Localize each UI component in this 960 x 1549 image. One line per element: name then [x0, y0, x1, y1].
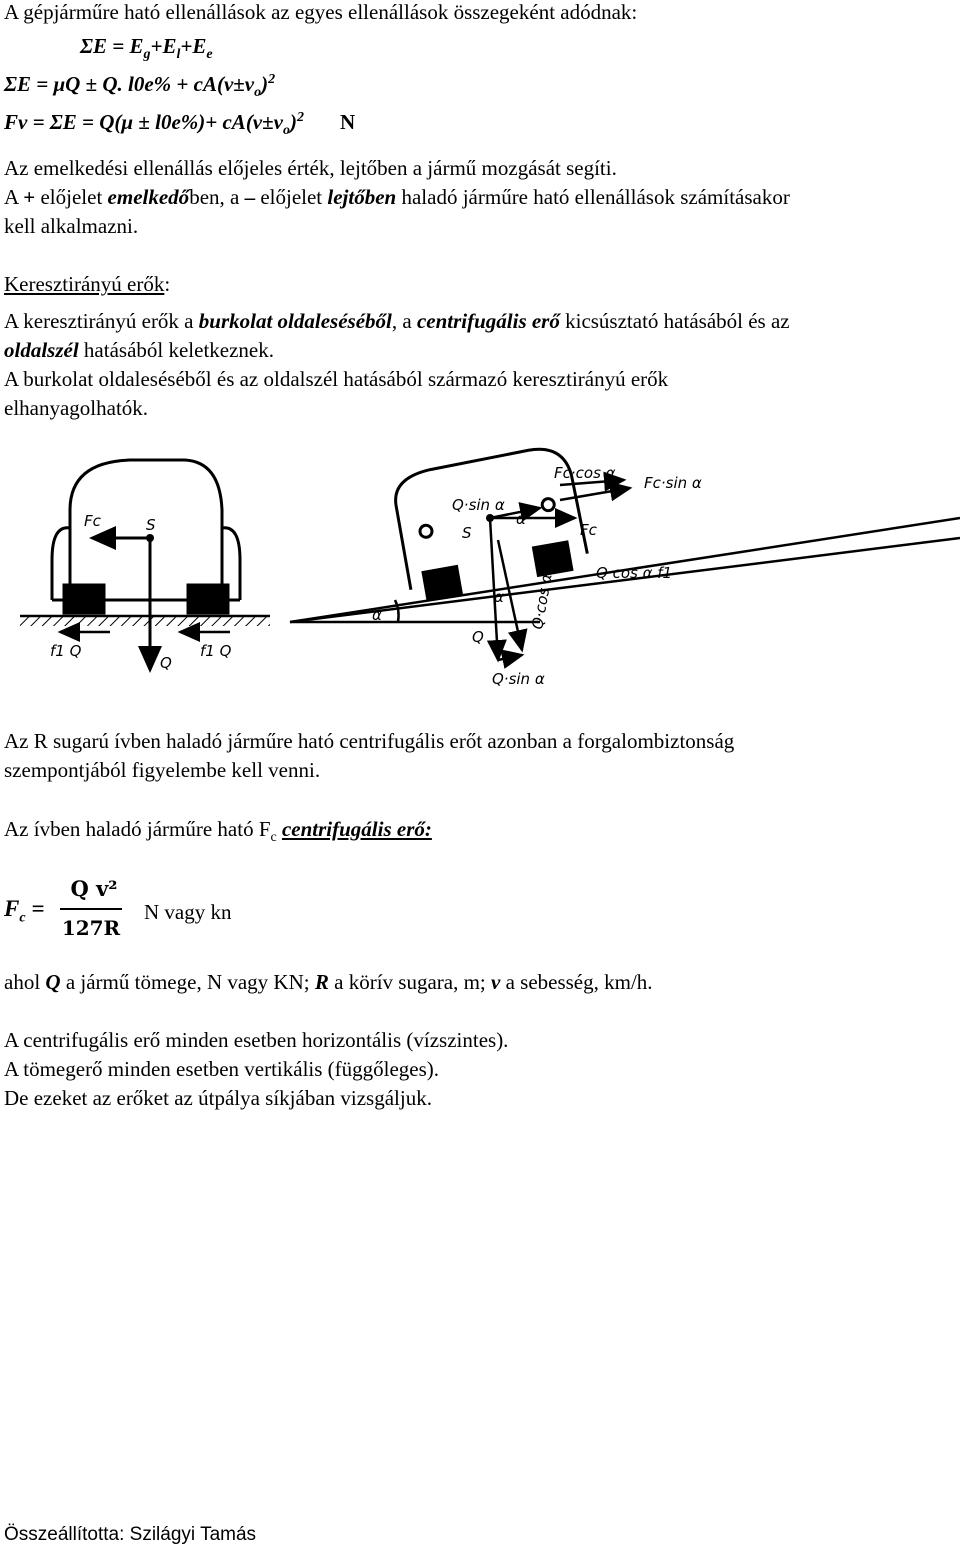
note-sign-text: Az emelkedési ellenállás előjeles érték, lejtőben a jármű mozgását segíti. — [4, 156, 617, 180]
force-diagram — [0, 0, 960, 720]
label-f1q-left: f1 Q — [50, 642, 82, 660]
footer-author: Összeállította: Szilágyi Tamás — [4, 1524, 257, 1545]
equation-sum-resistance: $\Sigma E = E_g+E_l+E_e$ — [80, 34, 213, 63]
label-q-cos: Q·cos α — [528, 571, 556, 631]
lateral-forces-paragraph: A keresztirányú erők a burkolat oldaleséséből, a centrifugális erő kicsúsztató hatásából és az — [4, 309, 790, 333]
center-of-mass-right — [486, 514, 494, 522]
note-sign-usage-end: kell alkalmazni. — [4, 214, 139, 238]
section-heading-lateral-forces: Keresztirányú erők: — [4, 272, 171, 296]
centrifugal-formula — [4, 870, 404, 950]
label-s-right: S — [462, 524, 472, 542]
final-note-1: A centrifugális erő minden esetben horizontális (vízszintes). — [4, 1028, 509, 1052]
label-q-sin-top: Q·sin α — [452, 496, 505, 514]
label-q-cos-f1: Q·cos α f1 — [596, 564, 673, 582]
centrifugal-paragraph-end: szempontjából figyelembe kell venni. — [4, 758, 321, 782]
label-q-right: Q — [472, 628, 484, 646]
note-sign-usage: A + előjelet emelkedőben, a – előjelet lejtőben haladó járműre ható ellenállások számításakor — [4, 185, 790, 209]
final-note-2: A tömegerő minden esetben vertikális (függőleges). — [4, 1057, 440, 1081]
label-alpha-vector: α — [494, 588, 504, 606]
intro-text: A gépjárműre ható ellenállások az egyes ellenállások összegeként adódnak: — [4, 0, 638, 24]
formula-unit: N vagy kn — [144, 900, 232, 924]
variable-definitions: ahol Q a jármű tömege, N vagy KN; R a körív sugara, m; v a sebesség, km/h. — [4, 970, 653, 994]
label-fc-left: Fc — [84, 512, 101, 530]
lateral-forces-negligible-end: elhanyagolhatók. — [4, 396, 149, 420]
formula-numerator: Q v² — [70, 876, 118, 901]
label-fc-cos: Fc·cos α — [554, 464, 616, 482]
lateral-forces-negligible: A burkolat oldaleséséből és az oldalszél hatásából származó keresztirányú erők — [4, 367, 669, 391]
label-fc-sin: Fc·sin α — [644, 474, 702, 492]
centrifugal-intro: Az ívben haladó járműre ható $F_c$ centrifugális erő: — [4, 817, 432, 846]
label-alpha-ground: α — [372, 606, 382, 624]
label-f1q-right: f1 Q — [200, 642, 232, 660]
formula-lhs: $F_c$ = — [4, 896, 45, 926]
equation-resistance-expanded: ΣE = μQ ± Q. $l0e\% + cA(v\pm v_o)^2$ — [4, 72, 276, 101]
fc-sin-arrow — [560, 488, 630, 500]
lateral-forces-paragraph-end: oldalszél hatásából keletkeznek. — [4, 338, 274, 362]
q-sin-arrow-bottom — [498, 655, 522, 660]
label-q-sin-bottom: Q·sin α — [492, 670, 545, 688]
label-fc-right: Fc — [580, 521, 597, 539]
centrifugal-paragraph: Az R sugarú ívben haladó járműre ható centrifugális erőt azonban a forgalombiztonság — [4, 729, 735, 753]
label-q-bottom: Q — [160, 654, 172, 672]
ground-hatch-left — [20, 616, 270, 626]
label-alpha-car: α — [516, 510, 526, 528]
fraction-bar — [60, 908, 122, 910]
label-s-left: S — [146, 516, 156, 534]
equation-traction-force: $Fv = \Sigma E = Q(\mu \pm l0e\%)+ cA(v\pm v_o)^2$ N — [4, 110, 356, 139]
formula-denominator: 127R — [61, 916, 121, 940]
final-note-3: De ezeket az erőket az útpálya síkjában vizsgáljuk. — [4, 1086, 432, 1110]
